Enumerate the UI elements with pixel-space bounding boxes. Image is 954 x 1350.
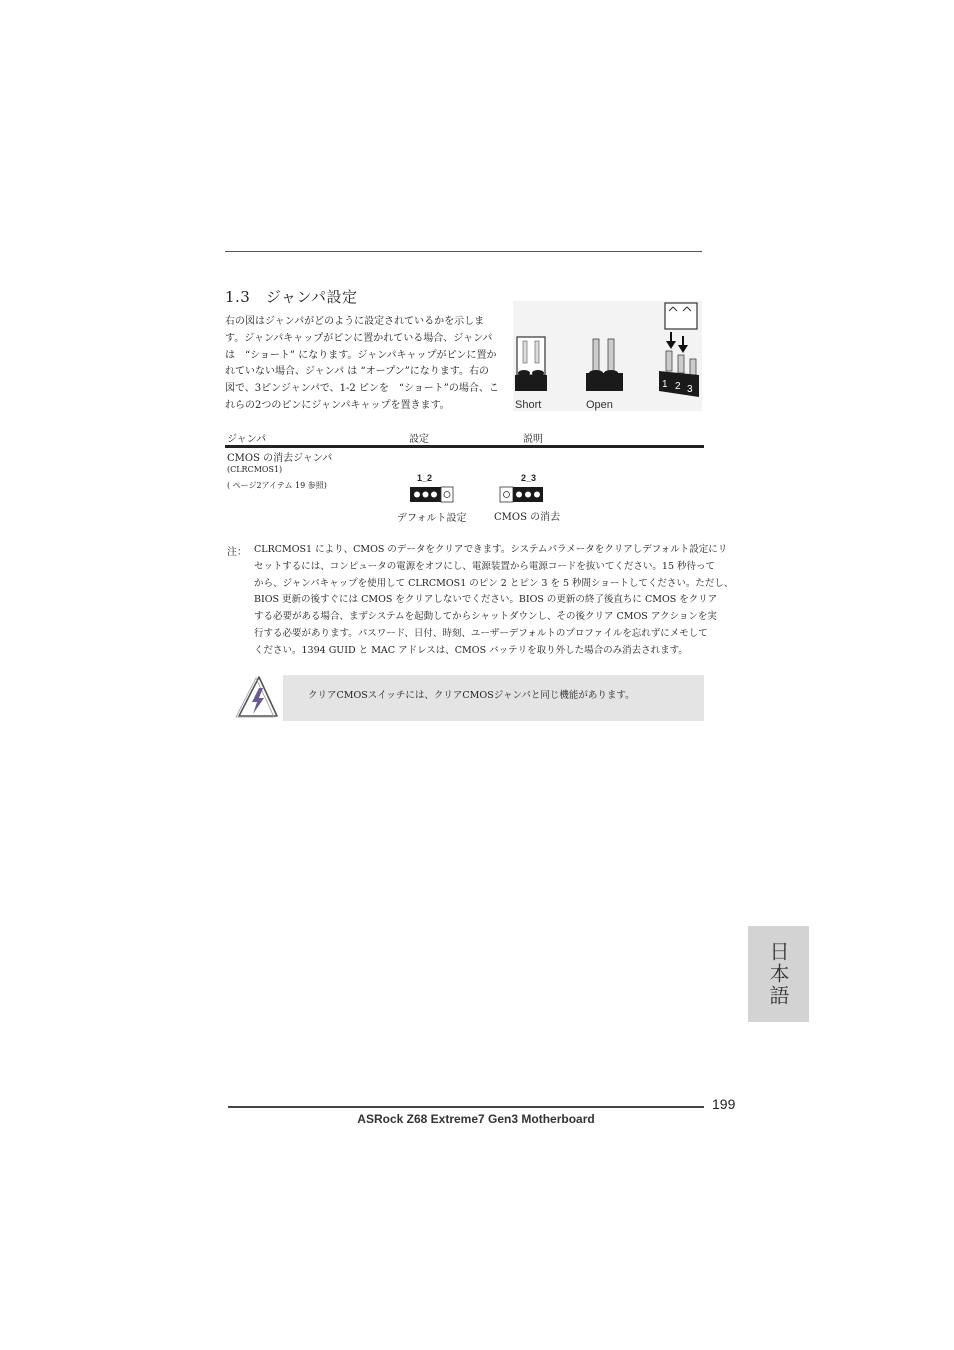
open-label: Open bbox=[586, 399, 613, 411]
jumper-reference: ( ページ2アイテム 19 参照) bbox=[227, 481, 327, 490]
note-line: 行する必要があります。パスワード、日付、時刻、ユーザーデフォルトのプロファイルを忘れずにメモして bbox=[254, 627, 708, 639]
pin-number-1: 1 bbox=[662, 379, 668, 390]
note-body bbox=[254, 542, 734, 660]
warning-lightning-icon bbox=[235, 674, 279, 720]
note-line: BIOS 更新の後すぐには CMOS をクリアしないでください。BIOS の更新の終了後直ちに CMOS をクリア bbox=[254, 594, 718, 606]
page-number: 199 bbox=[712, 1096, 736, 1112]
three-pin-jumper bbox=[659, 303, 699, 397]
intro-line: は “ショート” になります。ジャンパキャップがピンに置か bbox=[225, 349, 497, 361]
note-line: から、ジャンパキャップを使用して CLRCMOS1 のピン 2 とピン 3 を 5 秒間ショートしてください。ただし、 bbox=[254, 577, 734, 589]
jumper-name: CMOS の消去ジャンパ bbox=[227, 453, 333, 464]
intro-paragraph bbox=[225, 314, 505, 415]
footer-title: ASRock Z68 Extreme7 Gen3 Motherboard bbox=[357, 1112, 595, 1126]
header-setting: 設定 bbox=[409, 434, 429, 445]
note-line: CLRCMOS1 により、CMOS のデータをクリアできます。システムパラメータをクリアしデフォルト設定にリ bbox=[254, 544, 728, 555]
short-label: Short bbox=[515, 399, 542, 411]
header-jumper: ジャンパ bbox=[227, 434, 267, 445]
pin-number-3: 3 bbox=[687, 384, 693, 395]
intro-line: す。ジャンパキャップがピンに置かれている場合、ジャンパ bbox=[225, 332, 493, 344]
footer-rule bbox=[228, 1106, 704, 1108]
intro-line: れていない場合、ジャンパ は “オープン”になります。右の bbox=[225, 366, 489, 378]
jumper-illustration bbox=[513, 301, 702, 411]
warning-text: クリアCMOSスイッチには、クリアCMOSジャンパと同じ機能があります。 bbox=[308, 690, 635, 701]
open-jumper bbox=[586, 339, 623, 391]
language-side-tab bbox=[748, 926, 809, 1022]
pin-header-clear bbox=[499, 486, 545, 508]
setting-b-pins: 2_3 bbox=[521, 473, 537, 483]
note-line: セットするには、コンピュータの電源をオフにし、電源装置から電源コードを抜いてください。15 秒待って bbox=[254, 560, 716, 572]
jumper-diagram bbox=[513, 301, 702, 411]
setting-a-pins: 1_2 bbox=[417, 473, 433, 483]
note-label: 注： bbox=[227, 547, 247, 558]
table-header-rule bbox=[225, 445, 704, 448]
pin-number-2: 2 bbox=[675, 381, 681, 392]
note-line: する必要がある場合、まずシステムを起動してからシャットダウンし、その後クリア CMOS アクションを実 bbox=[254, 611, 717, 623]
intro-line: 図で、3ピンジャンパで、1-2 ピンを “ショート”の場合、こ bbox=[225, 383, 499, 395]
short-jumper bbox=[515, 337, 547, 391]
header-description: 説明 bbox=[523, 434, 543, 445]
setting-a-caption: デフォルト設定 bbox=[397, 513, 467, 524]
intro-line: 右の図はジャンパがどのように設定されているかを示しま bbox=[225, 316, 485, 327]
top-rule bbox=[225, 251, 702, 252]
note-line: ください。1394 GUID と MAC アドレスは、CMOS バッテリを取り外した場合のみ消去されます。 bbox=[254, 644, 688, 656]
jumper-id: (CLRCMOS1) bbox=[227, 465, 283, 474]
language-label: 日本語 bbox=[766, 941, 790, 1007]
section-title: 1.3 ジャンパ設定 bbox=[225, 288, 358, 306]
setting-b-caption: CMOS の消去 bbox=[494, 512, 561, 523]
pin-header-default bbox=[409, 486, 455, 508]
intro-line: れらの2つのピンにジャンパキャップを置きます。 bbox=[225, 399, 450, 411]
